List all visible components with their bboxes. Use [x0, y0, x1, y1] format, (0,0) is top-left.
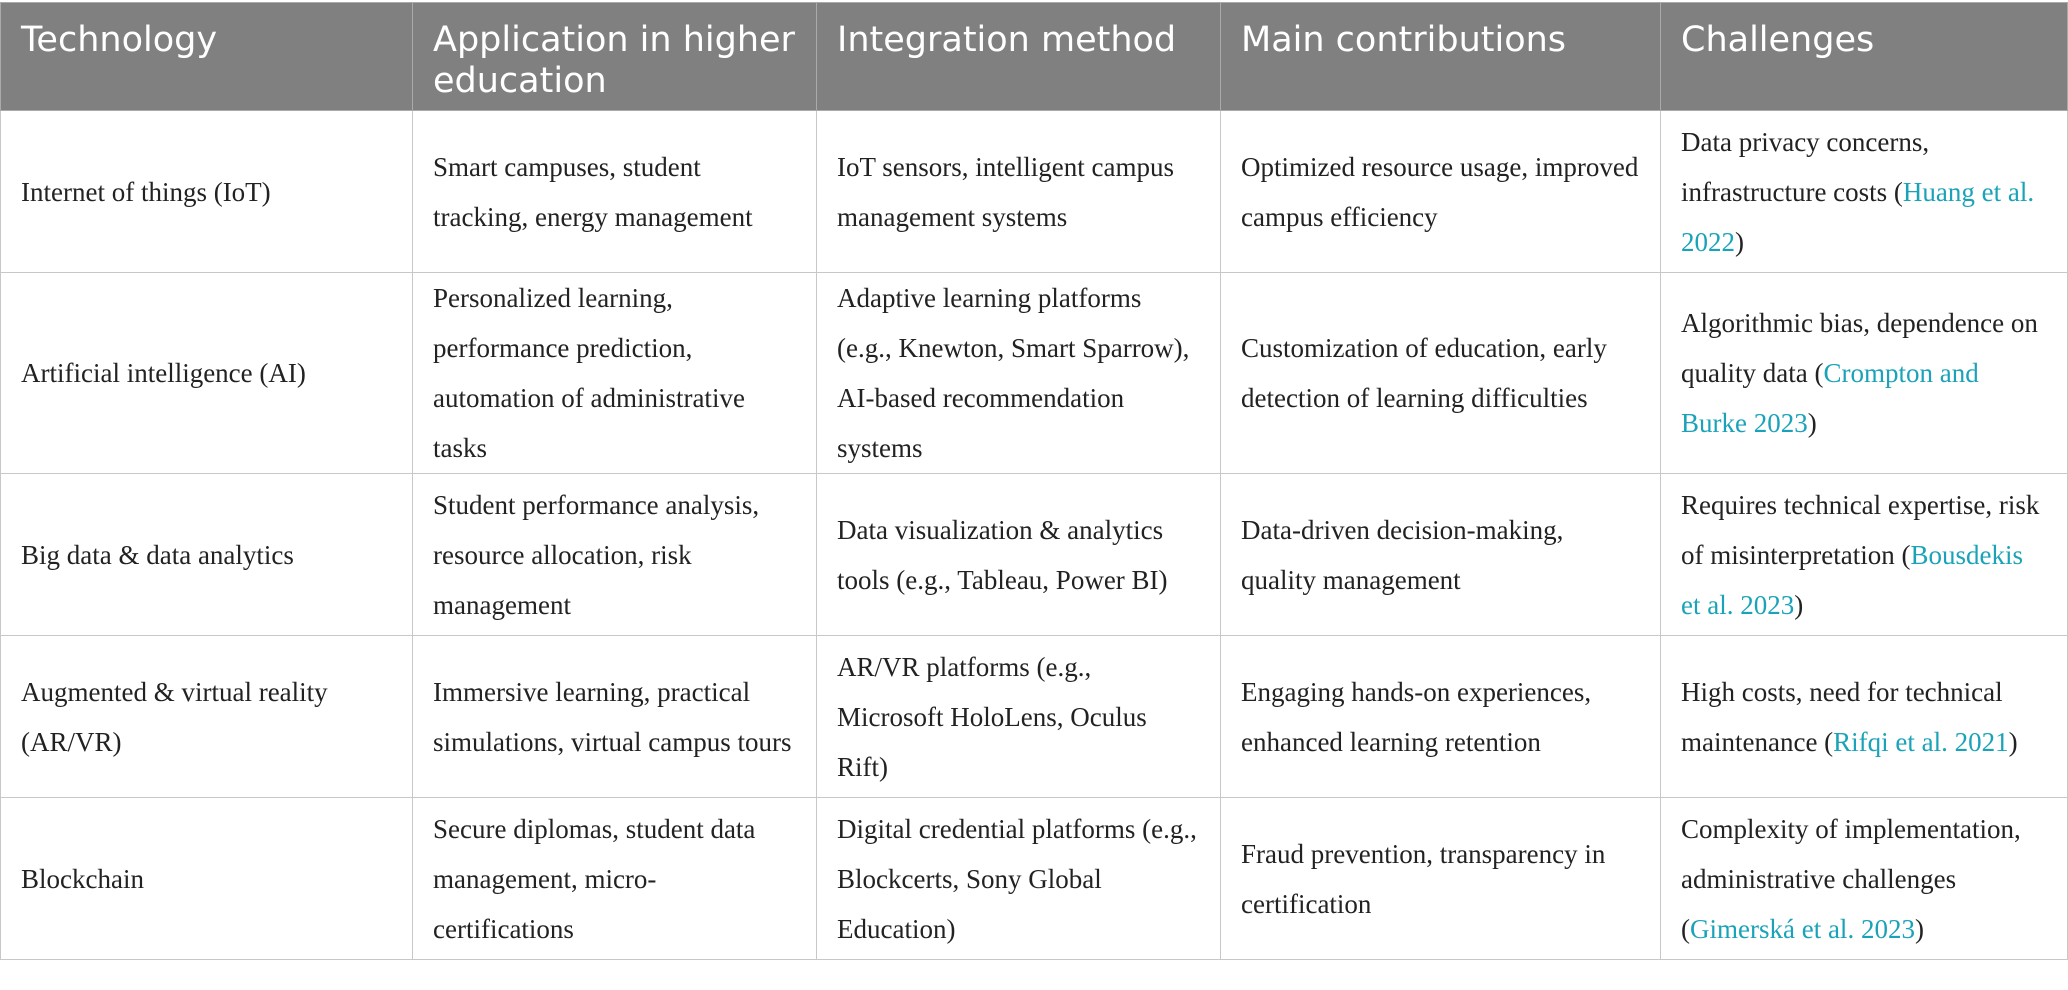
cell-integration: Digital credential platforms (e.g., Blockcerts, Sony Global Education) — [817, 798, 1221, 960]
challenges-closing: ) — [1735, 226, 1744, 257]
cell-challenges — [1661, 111, 2068, 273]
challenges-closing: ) — [1794, 589, 1804, 620]
cell-technology: Artificial intelligence (AI) — [1, 273, 413, 474]
cell-integration: IoT sensors, intelligent campus management systems — [817, 111, 1221, 273]
cell-technology: Internet of things (IoT) — [1, 111, 413, 273]
challenges-closing: ) — [1807, 408, 1817, 438]
cell-contributions: Customization of education, early detection of learning difficulties — [1221, 273, 1661, 474]
cell-application: Secure diplomas, student data management, micro-certifications — [413, 798, 817, 960]
citation-link[interactable]: Bousdekis et al. 2023 — [1681, 539, 2023, 620]
table-header — [1, 3, 2068, 111]
header-challenges: Challenges — [1661, 3, 2068, 111]
citation-link[interactable]: Huang et al. 2022 — [1681, 176, 2035, 257]
cell-integration: Adaptive learning platforms (e.g., Knewton, Smart Sparrow), AI-based recommendation systems — [817, 273, 1221, 474]
cell-integration: AR/VR platforms (e.g., Microsoft HoloLens, Oculus Rift) — [817, 636, 1221, 798]
citation-link[interactable]: Rifqi et al. 2021 — [1833, 726, 2009, 757]
challenges-text: High costs, need for technical maintenance ( — [1681, 676, 2003, 757]
table-body — [1, 111, 2068, 960]
challenges-text: Data privacy concerns, infrastructure costs ( — [1681, 126, 1930, 207]
cell-technology: Augmented & virtual reality (AR/VR) — [1, 636, 413, 798]
header-application: Application in higher education — [413, 3, 817, 111]
table-row — [1, 798, 2068, 960]
header-technology: Technology — [1, 3, 413, 111]
challenges-text: Algorithmic bias, dependence on quality data ( — [1681, 308, 2038, 388]
cell-integration: Data visualization & analytics tools (e.g., Tableau, Power BI) — [817, 474, 1221, 636]
cell-contributions: Fraud prevention, transparency in certification — [1221, 798, 1661, 960]
challenges-text: Complexity of implementation, administrative challenges ( — [1681, 813, 2021, 944]
cell-application: Immersive learning, practical simulations, virtual campus tours — [413, 636, 817, 798]
citation-link[interactable]: Crompton and Burke 2023 — [1681, 358, 1979, 438]
cell-technology: Blockchain — [1, 798, 413, 960]
cell-application: Smart campuses, student tracking, energy management — [413, 111, 817, 273]
header-row — [1, 3, 2068, 111]
header-integration: Integration method — [817, 3, 1221, 111]
cell-challenges — [1661, 798, 2068, 960]
cell-contributions: Engaging hands-on experiences, enhanced learning retention — [1221, 636, 1661, 798]
table-row — [1, 111, 2068, 273]
cell-application: Student performance analysis, resource allocation, risk management — [413, 474, 817, 636]
cell-application: Personalized learning, performance prediction, automation of administrative tasks — [413, 273, 817, 474]
table-row — [1, 273, 2068, 474]
table-row — [1, 474, 2068, 636]
cell-technology: Big data & data analytics — [1, 474, 413, 636]
cell-contributions: Optimized resource usage, improved campus efficiency — [1221, 111, 1661, 273]
challenges-closing: ) — [2008, 726, 2018, 757]
cell-challenges — [1661, 474, 2068, 636]
challenges-text: Requires technical expertise, risk of misinterpretation ( — [1681, 489, 2040, 570]
header-contributions: Main contributions — [1221, 3, 1661, 111]
citation-link[interactable]: Gimerská et al. 2023 — [1690, 913, 1915, 944]
table-row — [1, 636, 2068, 798]
cell-contributions: Data-driven decision-making, quality management — [1221, 474, 1661, 636]
challenges-closing: ) — [1914, 913, 1924, 944]
cell-challenges — [1661, 636, 2068, 798]
technology-table — [0, 2, 2068, 960]
cell-challenges — [1661, 273, 2068, 474]
